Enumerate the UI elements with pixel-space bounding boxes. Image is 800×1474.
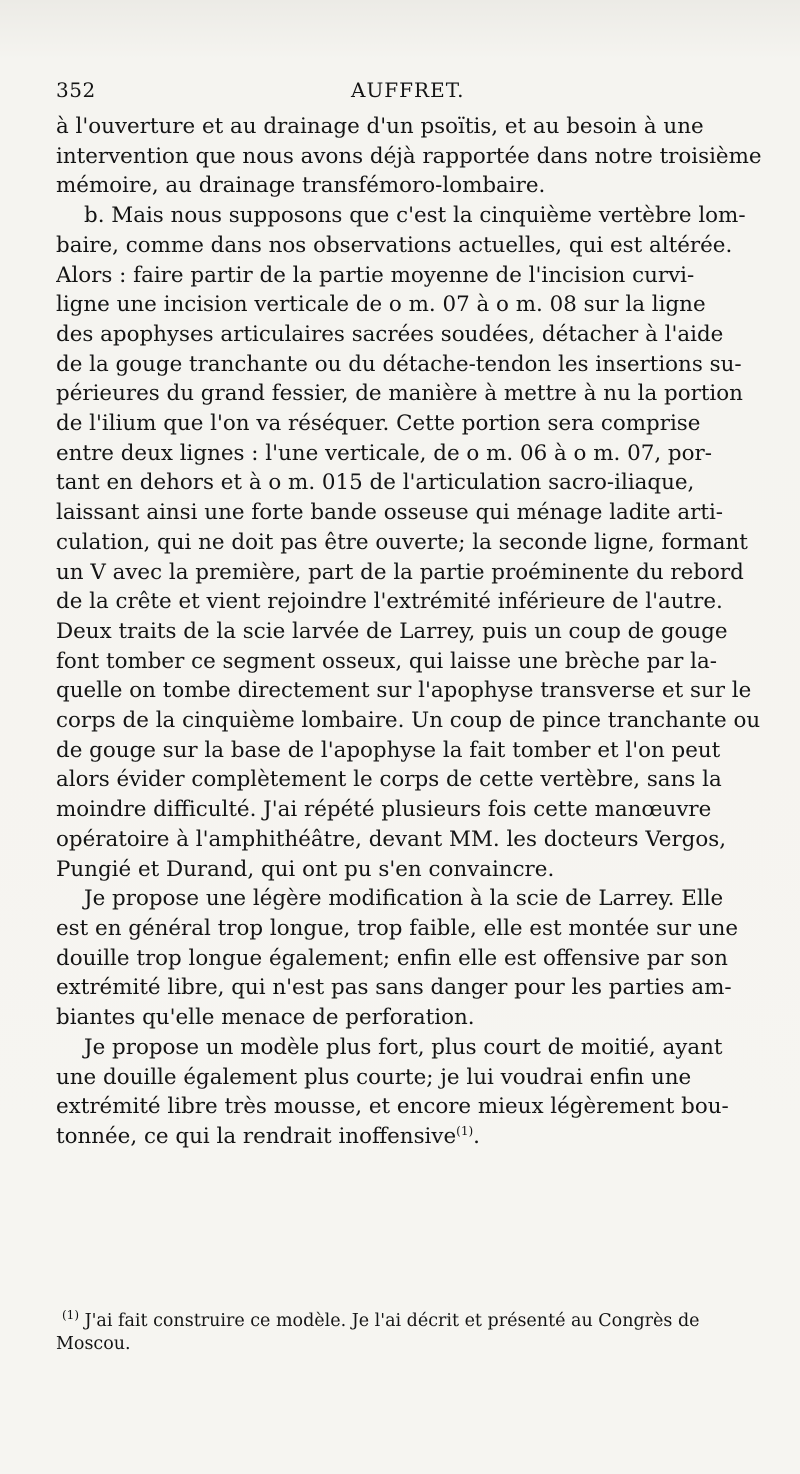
running-head: AUFFRET. bbox=[351, 78, 465, 102]
text-line: font tomber ce segment osseux, qui laisse une brèche par la- bbox=[56, 648, 717, 674]
text-line: baire, comme dans nos observations actuelles, qui est altérée. bbox=[56, 232, 733, 258]
page-number: 352 bbox=[56, 78, 96, 102]
footnote-line bbox=[56, 1310, 782, 1333]
text-line: une douille également plus courte; je lui voudrai enfin une bbox=[56, 1064, 692, 1090]
text-line: corps de la cinquième lombaire. Un coup de pince tranchante ou bbox=[56, 708, 761, 734]
text-line: entre deux lignes : l'une verticale, de o m. 06 à o m. 07, por- bbox=[56, 440, 712, 466]
footnote-reference: (1) bbox=[456, 1123, 474, 1138]
text-line: biantes qu'elle menace de perforation. bbox=[56, 1005, 475, 1031]
text-line: des apophyses articulaires sacrées soudées, détacher à l'aide bbox=[56, 321, 724, 347]
text-line: tonnée, ce qui la rendrait inoffensive bbox=[56, 1123, 457, 1149]
text-line: tant en dehors et à o m. 015 de l'articulation sacro-iliaque, bbox=[56, 470, 695, 496]
text-line: de l'ilium que l'on va réséquer. Cette portion sera comprise bbox=[56, 411, 701, 437]
text-line: Je propose une légère modification à la scie de Larrey. Elle bbox=[84, 886, 724, 912]
text-line: de la gouge tranchante ou du détache-tendon les insertions su- bbox=[56, 351, 742, 377]
text-line: moindre difficulté. J'ai répété plusieurs fois cette manœuvre bbox=[56, 797, 712, 823]
text-line: intervention que nous avons déjà rapportée dans notre troisième bbox=[56, 143, 762, 169]
text-line: Pungié et Durand, qui ont pu s'en convaincre. bbox=[56, 856, 555, 882]
text-line: est en général trop longue, trop faible, elle est montée sur une bbox=[56, 915, 739, 941]
footnote-marker: (1) bbox=[62, 1310, 79, 1323]
text-line: laissant ainsi une forte bande osseuse qui ménage ladite arti- bbox=[56, 500, 724, 526]
text-line: douille trop longue également; enfin elle est offensive par son bbox=[56, 945, 728, 971]
text-line: Alors : faire partir de la partie moyenne de l'incision curvi- bbox=[56, 262, 695, 288]
body-text bbox=[56, 112, 782, 1152]
text-line: quelle on tombe directement sur l'apophyse transverse et sur le bbox=[56, 678, 752, 704]
text-line: Je propose un modèle plus fort, plus court de moitié, ayant bbox=[84, 1034, 723, 1060]
text-line: à l'ouverture et au drainage d'un psoïtis, et au besoin à une bbox=[56, 114, 704, 139]
footnote-line: Moscou. bbox=[56, 1334, 131, 1354]
text-line: Deux traits de la scie larvée de Larrey, puis un coup de gouge bbox=[56, 618, 728, 644]
text-line: mémoire, au drainage transfémoro-lombaire. bbox=[56, 173, 546, 199]
text-line: culation, qui ne doit pas être ouverte; la seconde ligne, formant bbox=[56, 529, 748, 555]
text-line-with-footnote-ref: tonnée, ce qui la rendrait inoffensive$^{(1)}$. bbox=[56, 1123, 480, 1149]
text-line: de la crête et vient rejoindre l'extrémité inférieure de l'autre. bbox=[56, 589, 723, 615]
text-line: de gouge sur la base de l'apophyse la fait tomber et l'on peut bbox=[56, 737, 721, 763]
text-line: extrémité libre très mousse, et encore mieux légèrement bou- bbox=[56, 1094, 729, 1120]
text-line: ligne une incision verticale de o m. 07 à o m. 08 sur la ligne bbox=[56, 292, 706, 318]
text-line: périeures du grand fessier, de manière à mettre à nu la portion bbox=[56, 381, 743, 407]
text-line: alors évider complètement le corps de cette vertèbre, sans la bbox=[56, 767, 722, 793]
text-line: opératoire à l'amphithéâtre, devant MM. les docteurs Vergos, bbox=[56, 826, 727, 852]
footnote bbox=[56, 1310, 782, 1356]
text-line: extrémité libre, qui n'est pas sans danger pour les parties am- bbox=[56, 975, 732, 1001]
page-header bbox=[56, 78, 756, 108]
footnote-text: J'ai fait construire ce modèle. Je l'ai décrit et présenté au Congrès de bbox=[84, 1311, 700, 1331]
text-line: un V avec la première, part de la partie proéminente du rebord bbox=[56, 559, 744, 585]
text-line: b. Mais nous supposons que c'est la cinquième vertèbre lom- bbox=[84, 203, 746, 229]
